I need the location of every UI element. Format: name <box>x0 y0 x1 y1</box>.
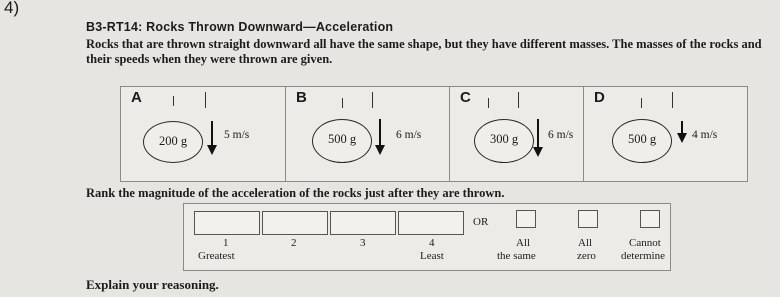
speed-label: 6 m/s <box>548 129 574 141</box>
ranking-answer-area <box>183 203 671 271</box>
cannot-determine-label-bottom: determine <box>621 250 665 262</box>
rank-position-2: 2 <box>291 237 297 249</box>
panel-a <box>120 86 287 182</box>
cannot-determine-checkbox[interactable] <box>640 210 660 228</box>
panel-c <box>449 86 585 182</box>
rank-box-2[interactable] <box>262 211 328 235</box>
panel-letter: A <box>131 89 142 106</box>
greatest-label: Greatest <box>198 250 235 262</box>
arrow-shaft <box>211 121 213 147</box>
ranking-prompt: Rank the magnitude of the acceleration of the rocks just after they are thrown. <box>86 186 505 200</box>
rock-mass-label: 500 g <box>627 132 657 146</box>
problem-title: B3-RT14: Rocks Thrown Downward—Acceleration <box>86 20 394 34</box>
down-arrow-icon <box>533 147 543 157</box>
question-number: 4) <box>4 0 20 17</box>
all-zero-label-top: All <box>578 237 593 249</box>
speed-label: 4 m/s <box>692 129 718 141</box>
divider <box>372 92 373 108</box>
rock-tether <box>173 96 174 106</box>
divider <box>518 92 519 108</box>
rank-position-4: 4 <box>429 237 435 249</box>
all-zero-checkbox[interactable] <box>578 210 598 228</box>
rock <box>612 119 672 163</box>
down-arrow-icon <box>677 133 687 143</box>
down-arrow-icon <box>207 145 217 155</box>
explain-prompt: Explain your reasoning. <box>86 277 219 292</box>
rock-tether <box>488 98 489 108</box>
least-label: Least <box>420 250 444 262</box>
all-same-label-top: All <box>516 237 531 249</box>
rock-mass-label: 200 g <box>158 134 188 148</box>
rock-tether <box>342 98 343 108</box>
rank-box-4[interactable] <box>398 211 464 235</box>
cannot-determine-label-top: Cannot <box>629 237 661 249</box>
arrow-shaft <box>379 119 381 147</box>
speed-label: 5 m/s <box>224 129 250 141</box>
arrow-shaft <box>537 119 539 149</box>
rock-mass-label: 500 g <box>327 132 357 146</box>
speed-label: 6 m/s <box>396 129 422 141</box>
panel-letter: C <box>460 89 471 106</box>
rank-box-1[interactable] <box>194 211 260 235</box>
rock-tether <box>641 98 642 108</box>
rank-box-3[interactable] <box>330 211 396 235</box>
panel-d <box>583 86 748 182</box>
rock <box>312 119 372 163</box>
problem-statement: Rocks that are thrown straight downward all have the same shape, but they have different masses. The masses of the rocks and their speeds when they were thrown are given. <box>86 37 762 66</box>
divider <box>205 92 206 108</box>
rock-mass-label: 300 g <box>489 132 519 146</box>
all-zero-label-bottom: zero <box>577 250 596 262</box>
rank-position-1: 1 <box>223 237 229 249</box>
panel-letter: D <box>594 89 605 106</box>
panel-letter: B <box>296 89 307 106</box>
divider <box>672 92 673 108</box>
rank-position-3: 3 <box>360 237 366 249</box>
all-same-label-bottom: the same <box>497 250 536 262</box>
rock <box>143 121 203 163</box>
panel-b <box>285 86 451 182</box>
all-same-checkbox[interactable] <box>516 210 536 228</box>
or-label: OR <box>473 216 489 228</box>
rock <box>474 119 534 163</box>
down-arrow-icon <box>375 145 385 155</box>
